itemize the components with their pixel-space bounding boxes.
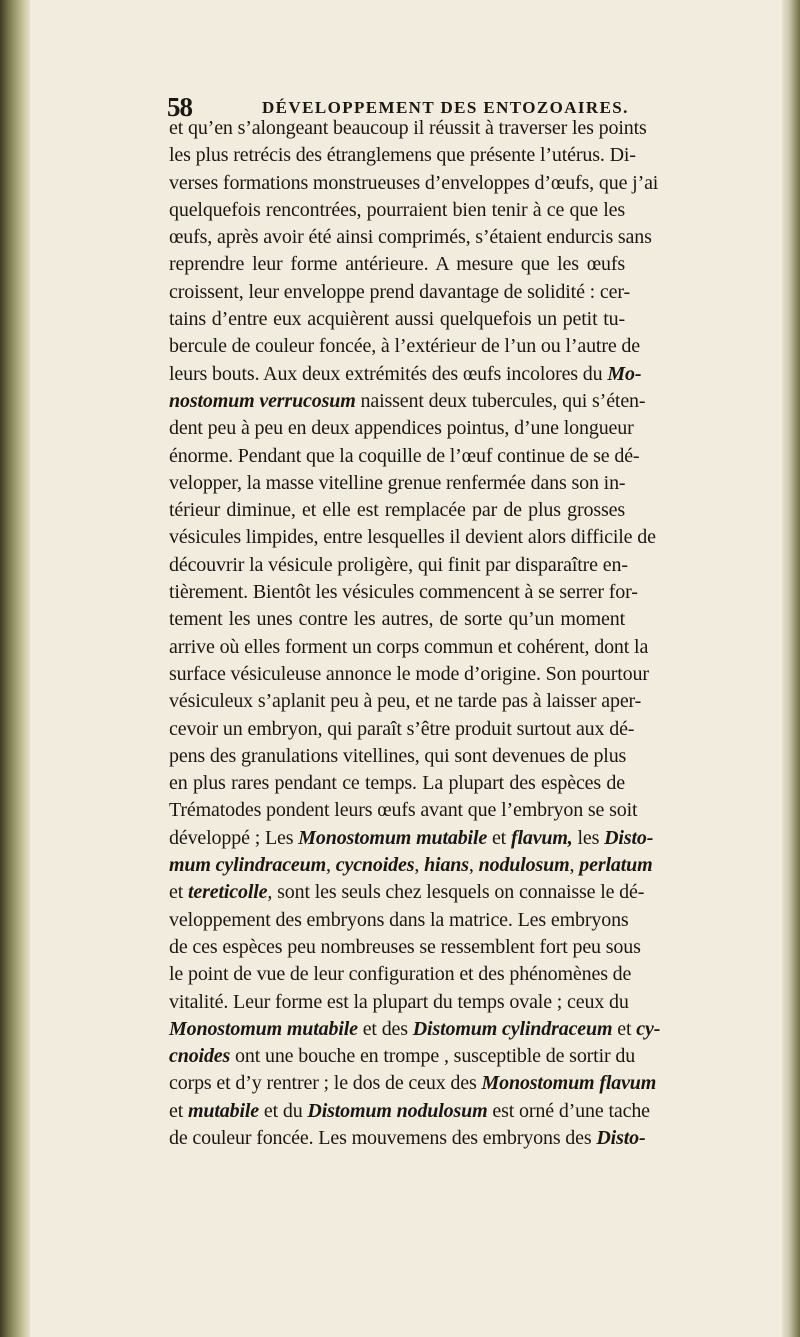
text-line: de couleur foncée. Les mouvemens des embryons des Disto- bbox=[169, 1126, 646, 1149]
text-line: vésiculeux s’aplanit peu à peu, et ne tarde pas à laisser aper- bbox=[169, 690, 642, 713]
italic-term: cnoides bbox=[169, 1045, 231, 1068]
italic-term: mum cylindraceum bbox=[169, 854, 327, 877]
text-line: tement les unes contre les autres, de sorte qu’un moment bbox=[169, 608, 625, 631]
text-line: œufs, après avoir été ainsi comprimés, s’étaient endurcis sans bbox=[169, 226, 652, 249]
text-line: arrive où elles forment un corps commun et cohérent, dont la bbox=[169, 635, 649, 658]
text-line: tains d’entre eux acquièrent aussi quelquefois un petit tu- bbox=[169, 308, 625, 331]
text-line: nostomum verrucosum naissent deux tubercules, qui s’éten- bbox=[169, 389, 646, 412]
italic-term: Mo- bbox=[607, 362, 642, 385]
text-line: le point de vue de leur configuration et des phénomènes de bbox=[169, 963, 632, 986]
text-line: tièrement. Bientôt les vésicules commencent à se serrer for- bbox=[169, 581, 638, 604]
text-line: et mutabile et du Distomum nodulosum est orné d’une tache bbox=[169, 1099, 650, 1122]
text-line: mum cylindraceum, cycnoides, hians, nodulosum, perlatum bbox=[169, 854, 653, 877]
italic-term: mutabile bbox=[187, 1099, 260, 1122]
text-line: énorme. Pendant que la coquille de l’œuf continue de se dé- bbox=[169, 444, 640, 467]
italic-term: flavum, bbox=[510, 826, 573, 849]
text-line: et qu’en s’alongeant beaucoup il réussit à traverser les points bbox=[169, 117, 647, 139]
italic-term: hians bbox=[424, 854, 469, 877]
italic-term: nodulosum bbox=[478, 854, 570, 877]
text-line: velopper, la masse vitelline grenue renfermée dans son in- bbox=[169, 471, 626, 494]
text-line: corps et d’y rentrer ; le dos de ceux des Monostomum flavum bbox=[169, 1072, 657, 1095]
text-line: croissent, leur enveloppe prend davantage de solidité : cer- bbox=[169, 280, 630, 303]
text-line: les plus retrécis des étranglemens que présente l’utérus. Di- bbox=[169, 144, 636, 167]
italic-term: Monostomum flavum bbox=[481, 1072, 657, 1095]
italic-term: perlatum bbox=[579, 854, 653, 877]
text-line: et tereticolle, sont les seuls chez lesquels on connaisse le dé- bbox=[169, 881, 645, 904]
running-head: DÉVELOPPEMENT DES ENTOZOAIRES. bbox=[262, 98, 629, 117]
text-line: bercule de couleur foncée, à l’extérieur de l’un ou l’autre de bbox=[169, 335, 641, 358]
text-line: découvrir la vésicule proligère, qui finit par disparaître en- bbox=[169, 553, 628, 576]
text-line: de ces espèces peu nombreuses se ressemblent fort peu sous bbox=[169, 935, 641, 958]
italic-term: Distomum nodulosum bbox=[307, 1099, 488, 1122]
text-line: verses formations monstrueuses d’enveloppes d’œufs, que j’ai bbox=[169, 171, 659, 194]
italic-term: Monostomum mutabile bbox=[298, 826, 488, 849]
text-line: développé ; Les Monostomum mutabile et flavum, les Disto- bbox=[169, 826, 654, 849]
text-line: veloppement des embryons dans la matrice. Les embryons bbox=[169, 908, 629, 931]
text-line: vitalité. Leur forme est la plupart du temps ovale ; ceux du bbox=[169, 990, 629, 1013]
italic-term: cy- bbox=[636, 1017, 661, 1040]
text-line: cevoir un embryon, qui paraît s’être produit surtout aux dé- bbox=[169, 717, 635, 740]
italic-term: nostomum verrucosum bbox=[169, 389, 356, 412]
text-line: en plus rares pendant ce temps. La plupart des espèces de bbox=[169, 772, 625, 795]
text-line: Trématodes pondent leurs œufs avant que l’embryon se soit bbox=[169, 799, 638, 822]
italic-term: Disto- bbox=[596, 1126, 646, 1149]
text-line: pens des granulations vitellines, qui sont devenues de plus bbox=[169, 744, 627, 767]
text-line: reprendre leur forme antérieure. A mesure que les œufs bbox=[169, 253, 625, 276]
page-number: 58 bbox=[167, 92, 192, 122]
text-line: térieur diminue, et elle est remplacée par de plus grosses bbox=[169, 499, 625, 522]
italic-term: Disto- bbox=[604, 826, 654, 849]
text-line: surface vésiculeuse annonce le mode d’origine. Son pourtour bbox=[169, 662, 649, 685]
italic-term: cycnoides bbox=[335, 854, 415, 877]
text-line: quelquefois rencontrées, pourraient bien tenir à ce que les bbox=[169, 198, 625, 221]
text-line: leurs bouts. Aux deux extrémités des œufs incolores du Mo- bbox=[169, 362, 642, 385]
text-line: dent peu à peu en deux appendices pointus, d’une longueur bbox=[169, 417, 634, 440]
book-fore-edge bbox=[782, 0, 800, 1337]
text-line: Monostomum mutabile et des Distomum cylindraceum et cy- bbox=[169, 1017, 661, 1040]
italic-term: tereticolle bbox=[187, 881, 268, 904]
body-text bbox=[169, 115, 661, 1152]
italic-term: Distomum cylindraceum bbox=[412, 1017, 613, 1040]
text-line: vésicules limpides, entre lesquelles il devient alors difficile de bbox=[169, 526, 656, 549]
book-binding-edge bbox=[0, 0, 30, 1337]
italic-term: Monostomum mutabile bbox=[169, 1017, 358, 1040]
text-line: cnoides ont une bouche en trompe , susceptible de sortir du bbox=[169, 1045, 636, 1068]
